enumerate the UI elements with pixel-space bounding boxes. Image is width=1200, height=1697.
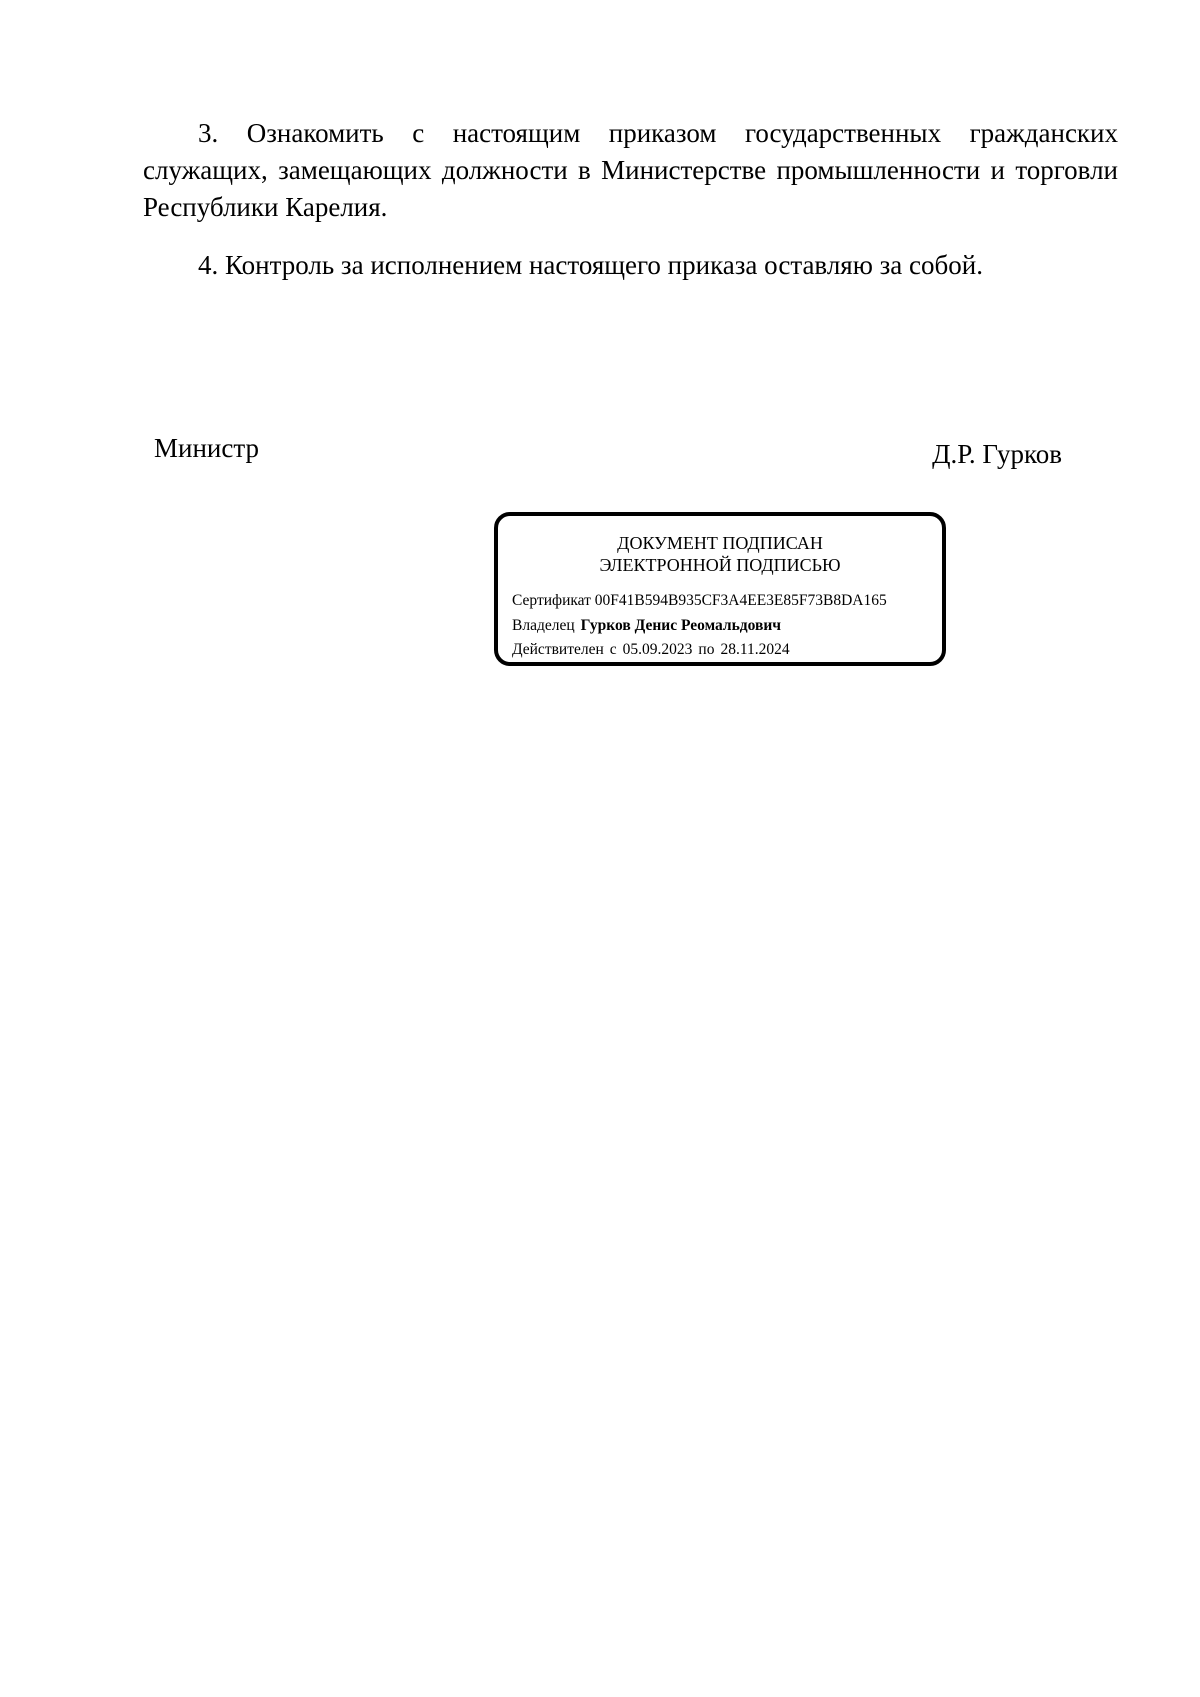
stamp-owner-line [512, 616, 781, 636]
valid-to-label: по [698, 641, 715, 658]
certificate-value: 00F41B594B935CF3A4EE3E85F73B8DA165 [594, 592, 887, 609]
paragraph-3-number: 3. [198, 118, 219, 148]
valid-to-date: 28.11.2024 [720, 641, 790, 658]
stamp-validity-line [512, 640, 790, 660]
stamp-header [498, 532, 942, 576]
electronic-signature-stamp [494, 512, 946, 666]
signatory-title: Министр [154, 433, 259, 463]
certificate-label: Сертификат [512, 592, 591, 609]
stamp-header-line-2: ЭЛЕКТРОННОЙ ПОДПИСЬЮ [599, 555, 841, 575]
stamp-certificate-line [512, 591, 887, 611]
owner-label: Владелец [512, 617, 575, 634]
valid-label: Действителен [512, 641, 604, 658]
paragraph-3-text: Ознакомить с настоящим приказом государственных гражданских служащих, замещающих должности в Министерстве промышленности и торговли Республики Карелия. [143, 118, 1118, 222]
paragraph-4-number: 4. [198, 250, 219, 280]
paragraph-4 [143, 247, 1118, 284]
owner-value: Гурков Денис Реомальдович [580, 617, 782, 634]
paragraph-3 [143, 115, 1118, 226]
valid-from-label: с [609, 641, 617, 658]
valid-from-date: 05.09.2023 [622, 641, 693, 658]
stamp-header-line-1: ДОКУМЕНТ ПОДПИСАН [617, 533, 823, 553]
signatory-name: Д.Р. Гурков [932, 439, 1062, 469]
paragraph-4-text: Контроль за исполнением настоящего приказа оставляю за собой. [225, 250, 983, 280]
